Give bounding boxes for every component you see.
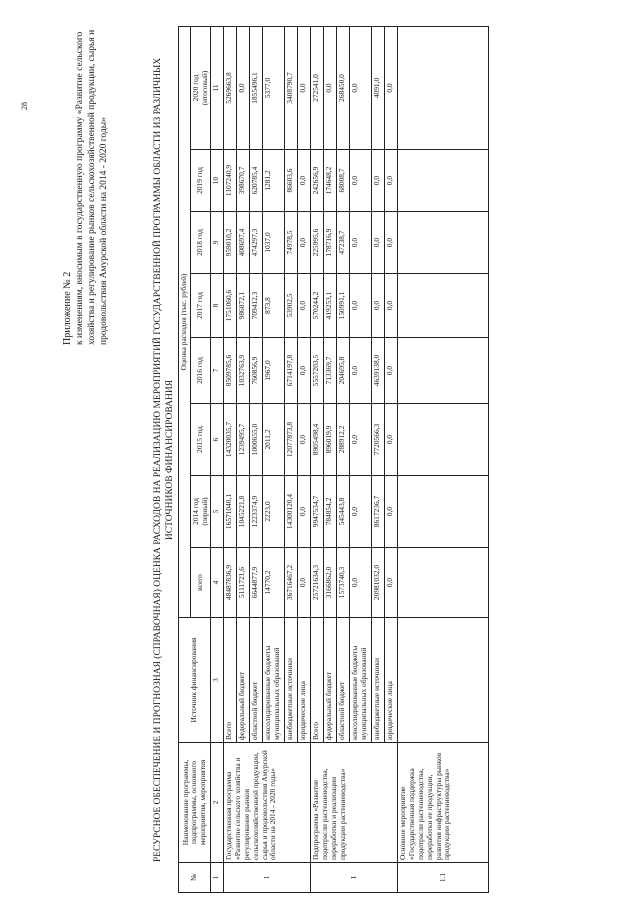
funding-source: внебюджетные источники (372, 618, 385, 743)
amount-cell: 709412,3 (250, 274, 263, 338)
amount-cell: 20981032,0 (372, 548, 385, 618)
amount-cell: 0,0 (298, 274, 311, 338)
amount-cell: 12077873,8 (285, 404, 298, 476)
amount-cell: 986872,1 (237, 274, 250, 338)
header-last-note: (итоговый) (199, 70, 209, 106)
header-estimate-group: Оценка расходов (тыс. рублей) (179, 26, 191, 617)
amount-cell: 0,0 (350, 476, 372, 548)
amount-cell: 0,0 (385, 548, 398, 618)
amount-cell: 225995,6 (311, 212, 324, 274)
empty-cell (398, 476, 489, 548)
funding-source: юридические лица (385, 618, 398, 743)
index-cell: 6 (211, 404, 224, 476)
amount-cell: 1855496,1 (250, 26, 263, 149)
amount-cell: 474297,3 (250, 212, 263, 274)
funding-source: юридические лица (298, 618, 311, 743)
empty-cell (398, 618, 489, 743)
amount-cell: 4091,0 (372, 26, 385, 149)
index-cell: 9 (211, 212, 224, 274)
funding-table (178, 26, 489, 893)
amount-cell: 178716,9 (324, 212, 337, 274)
amount-cell: 68008,7 (337, 150, 350, 212)
amount-cell: 1032763,9 (237, 338, 250, 404)
amount-cell: 570244,2 (311, 274, 324, 338)
header-year-2016: 2016 год (190, 338, 211, 404)
amount-cell: 0,0 (298, 404, 311, 476)
amount-cell: 0,0 (324, 26, 337, 149)
program-number: 1 (224, 863, 311, 893)
header-year-2017: 2017 год (190, 274, 211, 338)
amount-cell: 47238,7 (337, 212, 350, 274)
subprogram-number: I (311, 863, 398, 893)
amount-cell: 74978,5 (285, 212, 298, 274)
amount-cell: 760856,9 (250, 338, 263, 404)
amount-cell: 174648,2 (324, 150, 337, 212)
amount-cell: 2223,0 (263, 476, 285, 548)
amount-cell: 0,0 (350, 150, 372, 212)
funding-source: консолидированные бюджеты муниципальных образований (263, 618, 285, 743)
amount-cell: 408697,4 (237, 212, 250, 274)
funding-source: областной бюджет (337, 618, 350, 743)
amount-cell: 16571040,1 (224, 476, 237, 548)
amount-cell: 713369,7 (324, 338, 337, 404)
amount-cell: 0,0 (385, 150, 398, 212)
header-source: Источник финансирования (179, 618, 211, 743)
index-cell: 3 (211, 618, 224, 743)
measure-number: 1.1 (398, 863, 489, 893)
amount-cell: 0,0 (298, 338, 311, 404)
amount-cell: 896019,9 (324, 404, 337, 476)
index-cell: 10 (211, 150, 224, 212)
amount-cell: 1000655,0 (250, 404, 263, 476)
amount-cell: 5377,0 (263, 26, 285, 149)
amount-cell: 1223374,9 (250, 476, 263, 548)
amount-cell: 1037,0 (263, 212, 285, 274)
empty-cell (398, 212, 489, 274)
amount-cell: 6714197,8 (285, 338, 298, 404)
header-year-2015: 2015 год (190, 404, 211, 476)
amount-cell: 288912,2 (337, 404, 350, 476)
amount-cell: 3166862,0 (324, 548, 337, 618)
amount-cell: 873,8 (263, 274, 285, 338)
amount-cell: 242656,9 (311, 150, 324, 212)
header-name: Наименование программы, подпрограммы, основного мероприятия, мероприятия (179, 743, 211, 863)
header-total: всего (190, 548, 211, 618)
header-year-2018: 2018 год (190, 212, 211, 274)
amount-cell: 620785,4 (250, 150, 263, 212)
amount-cell: 784854,2 (324, 476, 337, 548)
measure-name: Основное мероприятие «Государственная поддержка подотрасли растениеводства, переработки ее продукции, развития инфраструктуры рынков продукции растениеводства» (398, 743, 489, 863)
amount-cell: 0,0 (298, 212, 311, 274)
amount-cell: 0,0 (350, 404, 372, 476)
amount-cell: 0,0 (385, 212, 398, 274)
funding-source: федеральный бюджет (324, 618, 337, 743)
amount-cell: 48487836,9 (224, 548, 237, 618)
amount-cell: 8617236,7 (372, 476, 385, 548)
amount-cell: 25721634,3 (311, 548, 324, 618)
amount-cell: 0,0 (372, 212, 385, 274)
appendix-title: Приложение № 2 (62, 271, 73, 345)
amount-cell: 5269663,8 (224, 26, 237, 149)
amount-cell: 1045221,8 (237, 476, 250, 548)
amount-cell: 8905498,4 (311, 404, 324, 476)
amount-cell: 9947534,7 (311, 476, 324, 548)
amount-cell: 0,0 (350, 274, 372, 338)
subprogram-row (311, 26, 324, 892)
amount-cell: 4639138,0 (372, 338, 385, 404)
amount-cell: 0,0 (298, 548, 311, 618)
amount-cell: 150991,1 (337, 274, 350, 338)
appendix-block (62, 15, 110, 345)
header-no: № (179, 863, 211, 893)
amount-cell: 0,0 (298, 476, 311, 548)
amount-cell: 14770,2 (263, 548, 285, 618)
funding-source: Всего (311, 618, 324, 743)
amount-cell: 1107240,9 (224, 150, 237, 212)
amount-cell: 0,0 (385, 26, 398, 149)
funding-source: федеральный бюджет (237, 618, 250, 743)
subprogram-name: Подпрограмма «Развитие подотрасли растениеводства, переработки и реализации продукции растениеводства» (311, 743, 398, 863)
appendix-text: к изменениям, вносимым в государственную программу «Развитие сельского хозяйства и регулирование рынков сельскохозяйственной продукции, сырья и продовольствия Амурской области на 2014 - 2020 годы» (75, 29, 109, 345)
index-cell: 11 (211, 26, 224, 149)
empty-cell (398, 26, 489, 149)
amount-cell: 0,0 (372, 150, 385, 212)
measure-row (398, 26, 489, 892)
program-row (224, 26, 237, 892)
amount-cell: 0,0 (350, 26, 372, 149)
amount-cell: 0,0 (350, 548, 372, 618)
amount-cell: 1967,0 (263, 338, 285, 404)
amount-cell: 0,0 (385, 476, 398, 548)
amount-cell: 6644877,9 (250, 548, 263, 618)
header-first-note: (первый) (199, 497, 209, 526)
amount-cell: 7720566,3 (372, 404, 385, 476)
funding-source: Всего (224, 618, 237, 743)
empty-cell (398, 274, 489, 338)
amount-cell: 14300120,4 (285, 476, 298, 548)
amount-cell: 53902,5 (285, 274, 298, 338)
document-title: РЕСУРСНОЕ ОБЕСПЕЧЕНИЕ И ПРОГНОЗНАЯ (СПРАВОЧНАЯ) ОЦЕНКА РАСХОДОВ НА РЕАЛИЗАЦИЮ МЕРОПРИЯТИЙ ГОСУДАРСТВЕННОЙ ПРОГРАММЫ ОБЛАСТИ ИЗ РАЗЛИЧНЫХ ИСТОЧНИКОВ ФИНАНСИРОВАНИЯ (153, 57, 175, 863)
page-number: 28 (20, 102, 29, 110)
amount-cell: 0,0 (298, 150, 311, 212)
amount-cell: 0,0 (237, 26, 250, 149)
index-cell: 1 (211, 863, 224, 893)
amount-cell: 36716467,2 (285, 548, 298, 618)
header-year-2014: 2014 год (первый) (190, 476, 211, 548)
amount-cell: 0,0 (385, 338, 398, 404)
index-row (211, 26, 224, 892)
amount-cell: 14320035,7 (224, 404, 237, 476)
amount-cell: 5111721,6 (237, 548, 250, 618)
program-name: Государственная программа «Развитие сельского хозяйства и регулирование рынков сельскохозяйственной продукции, сырья и продовольствия Амурской области на 2014 - 2020 годы» (224, 743, 311, 863)
amount-cell: 959010,2 (224, 212, 237, 274)
amount-cell: 5557203,5 (311, 338, 324, 404)
index-cell: 4 (211, 548, 224, 618)
amount-cell: 1751060,6 (224, 274, 237, 338)
funding-source: внебюджетные источники (285, 618, 298, 743)
amount-cell: 8509785,6 (224, 338, 237, 404)
amount-cell: 2011,2 (263, 404, 285, 476)
index-cell: 5 (211, 476, 224, 548)
empty-cell (398, 404, 489, 476)
amount-cell: 1573740,3 (337, 548, 350, 618)
funding-source: областной бюджет (250, 618, 263, 743)
index-cell: 2 (211, 743, 224, 863)
amount-cell: 204695,8 (337, 338, 350, 404)
index-cell: 8 (211, 274, 224, 338)
amount-cell: 545443,8 (337, 476, 350, 548)
empty-cell (398, 548, 489, 618)
amount-cell: 1239495,7 (237, 404, 250, 476)
empty-cell (398, 338, 489, 404)
amount-cell: 419253,1 (324, 274, 337, 338)
amount-cell: 0,0 (372, 274, 385, 338)
amount-cell: 3408790,7 (285, 26, 298, 149)
index-cell: 7 (211, 338, 224, 404)
funding-source: консолидированные бюджеты муниципальных образований (350, 618, 372, 743)
amount-cell: 0,0 (385, 404, 398, 476)
header-year-2019: 2019 год (190, 150, 211, 212)
amount-cell: 0,0 (385, 274, 398, 338)
empty-cell (398, 150, 489, 212)
header-year-2020: 2020 год (итоговый) (190, 26, 211, 149)
amount-cell: 272541,0 (311, 26, 324, 149)
amount-cell: 398670,7 (237, 150, 250, 212)
amount-cell: 0,0 (298, 26, 311, 149)
amount-cell: 268450,0 (337, 26, 350, 149)
amount-cell: 0,0 (350, 338, 372, 404)
amount-cell: 1281,2 (263, 150, 285, 212)
amount-cell: 86603,6 (285, 150, 298, 212)
amount-cell: 0,0 (350, 212, 372, 274)
